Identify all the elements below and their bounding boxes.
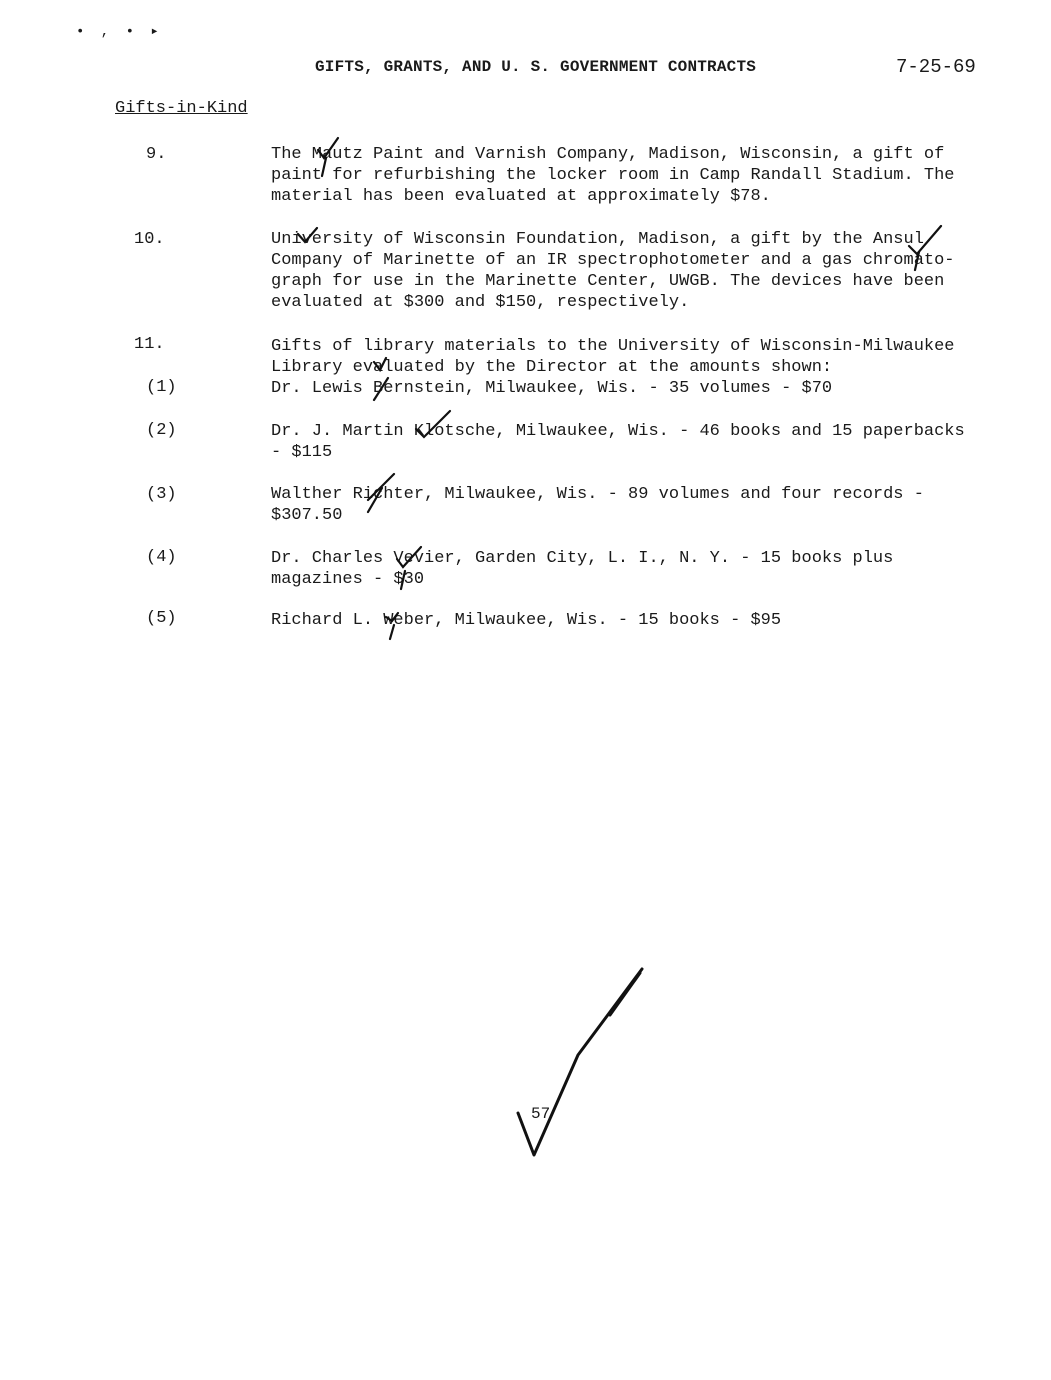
checkmark-icon xyxy=(393,543,427,593)
corner-marks: • , • ▸ xyxy=(76,24,163,40)
subitem-number: (3) xyxy=(146,485,177,504)
checkmark-icon xyxy=(412,407,456,447)
subitem-number: (2) xyxy=(146,421,177,440)
subitem-number: (5) xyxy=(146,609,177,628)
section-heading: Gifts-in-Kind xyxy=(115,99,248,118)
subitem-number: (4) xyxy=(146,548,177,567)
subitem-text: Richard L. Weber, Milwaukee, Wis. - 15 books - $95 xyxy=(271,611,782,630)
item-number: 10. xyxy=(134,230,165,249)
checkmark-icon xyxy=(380,607,404,643)
checkmark-icon xyxy=(295,224,321,252)
subitem-text: Walther Richter, Milwaukee, Wis. - 89 volumes and four records - $307.50 xyxy=(271,485,924,525)
checkmark-icon xyxy=(905,222,945,274)
item-text: The Mautz Paint and Varnish Company, Madison, Wisconsin, a gift of paint for refurbishing the locker room in Camp Randall Stadium. The material has been evaluated at approximately $78. xyxy=(271,145,955,206)
subitem-text: Dr. J. Martin Klotsche, Milwaukee, Wis. - 46 books and 15 paperbacks - $115 xyxy=(271,422,965,462)
large-checkmark-icon xyxy=(510,965,650,1165)
page-title: GIFTS, GRANTS, AND U. S. GOVERNMENT CONTRACTS xyxy=(315,58,757,76)
document-date: 7-25-69 xyxy=(896,56,976,78)
page-number: 57 xyxy=(531,1105,551,1123)
checkmark-icon xyxy=(368,352,394,404)
checkmark-icon xyxy=(362,470,398,516)
item-number: 9. xyxy=(146,145,167,164)
item-text: University of Wisconsin Foundation, Madison, a gift by the Ansul Company of Marinette of an IR spectrophotometer and a gas chromato- graph for use in the Marinette Center, UWGB. The devices have been evaluated at $300 and $150, respectively. xyxy=(271,230,955,312)
checkmark-icon xyxy=(314,136,344,178)
subitem-number: (1) xyxy=(146,378,177,397)
item-text: Gifts of library materials to the University of Wisconsin-Milwaukee Library evaluated by the Director at the amounts shown: xyxy=(271,337,955,377)
item-number: 11. xyxy=(134,335,165,354)
subitem-text: Dr. Lewis Bernstein, Milwaukee, Wis. - 35 volumes - $70 xyxy=(271,379,833,398)
subitem-text: Dr. Charles Vevier, Garden City, L. I., N. Y. - 15 books plus magazines - $30 xyxy=(271,549,894,589)
